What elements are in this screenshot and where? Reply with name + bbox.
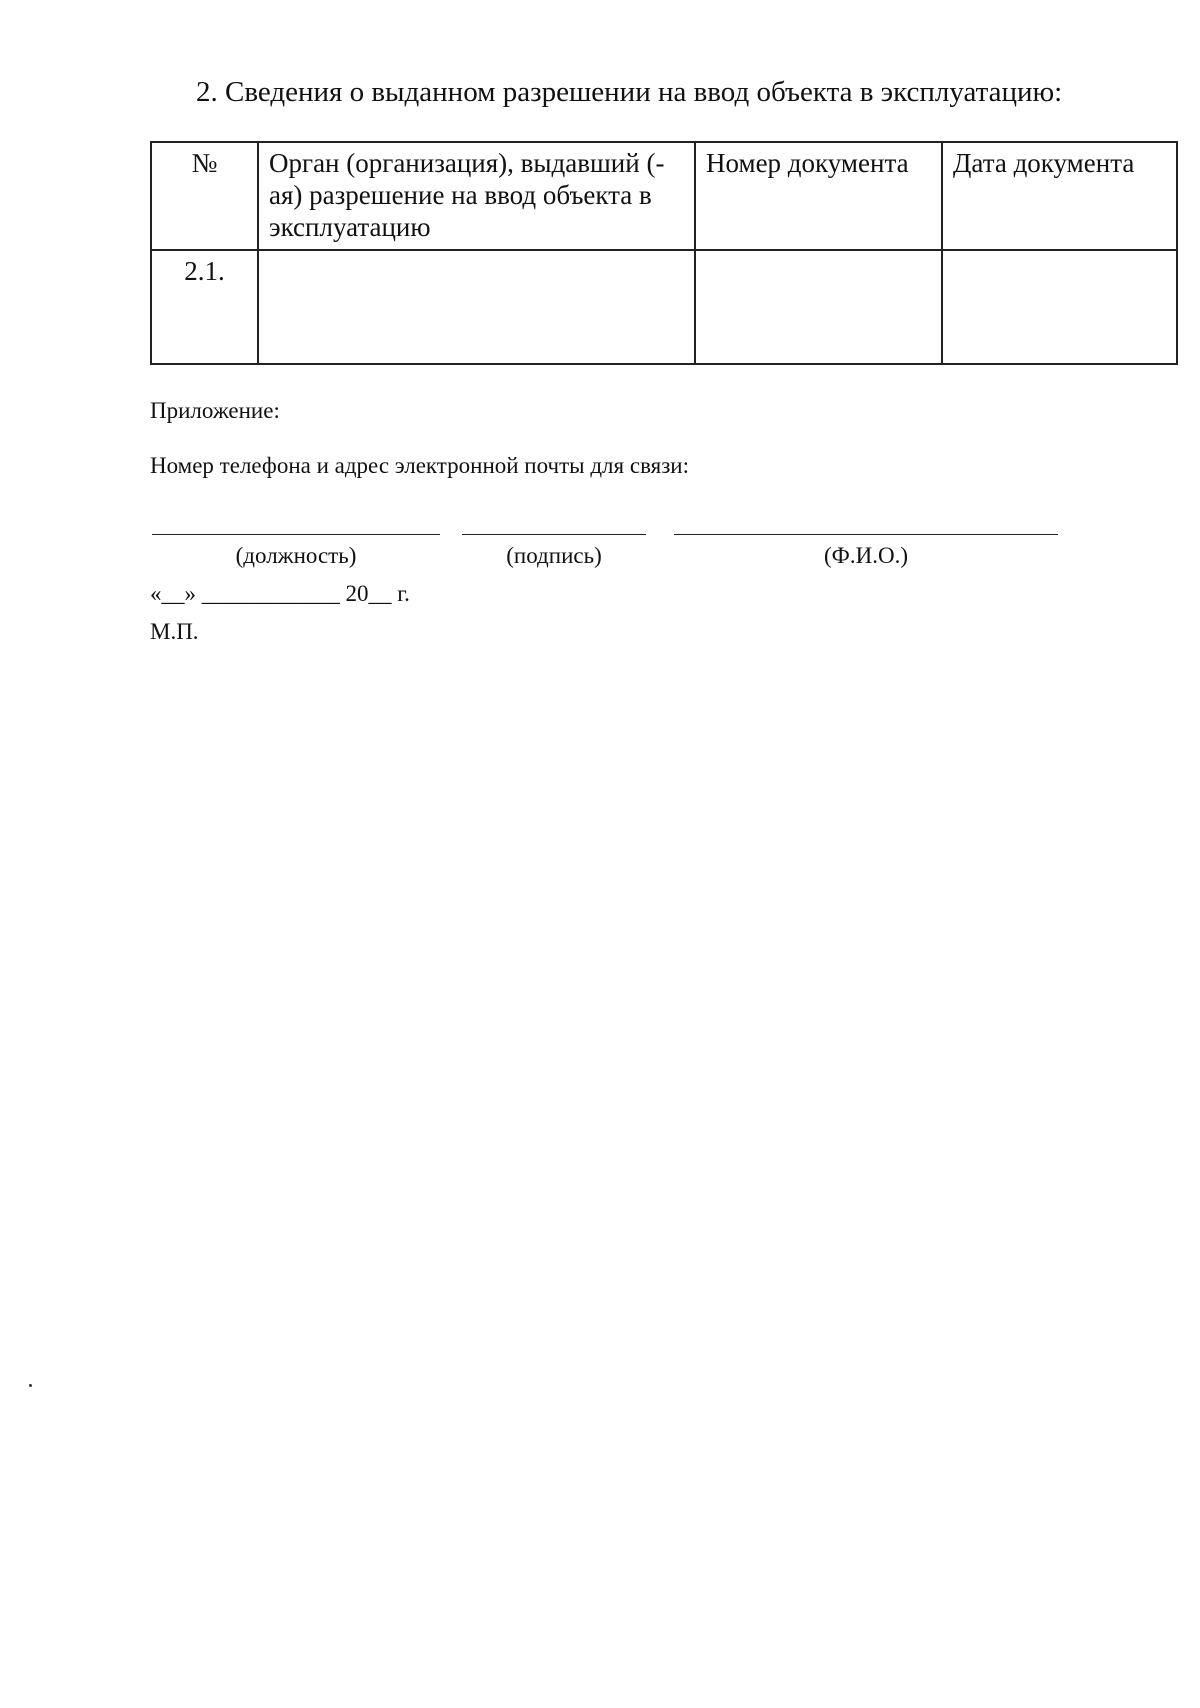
date-line[interactable]: «__» ____________ 20__ г. [150,581,410,606]
stamp-label: М.П. [150,619,199,644]
name-line[interactable] [674,534,1058,535]
issuing-body-cell[interactable] [258,250,695,364]
scan-speck [29,1384,32,1387]
table-header-row [151,142,1177,250]
header-document-date: Дата документа [942,142,1177,250]
document-date-cell[interactable] [942,250,1177,364]
position-line[interactable] [152,534,440,535]
signature-line[interactable] [462,534,646,535]
contact-label: Номер телефона и адрес электронной почты для связи: [150,453,689,478]
header-issuing-body: Орган (организация), выдавший (-ая) разрешение на ввод объекта в эксплуатацию [258,142,695,250]
position-caption: (должность) [235,543,357,568]
name-caption: (Ф.И.О.) [824,543,908,568]
permit-table [150,141,1178,365]
document-number-cell[interactable] [695,250,942,364]
header-document-number: Номер документа [695,142,942,250]
header-number: № [151,142,258,250]
signature-caption: (подпись) [506,543,602,568]
row-number-cell: 2.1. [151,250,258,364]
table-row [151,250,1177,364]
section-heading: 2. Сведения о выданном разрешении на ввод объекта в эксплуатацию: [196,76,1063,108]
attachment-label: Приложение: [150,398,280,423]
